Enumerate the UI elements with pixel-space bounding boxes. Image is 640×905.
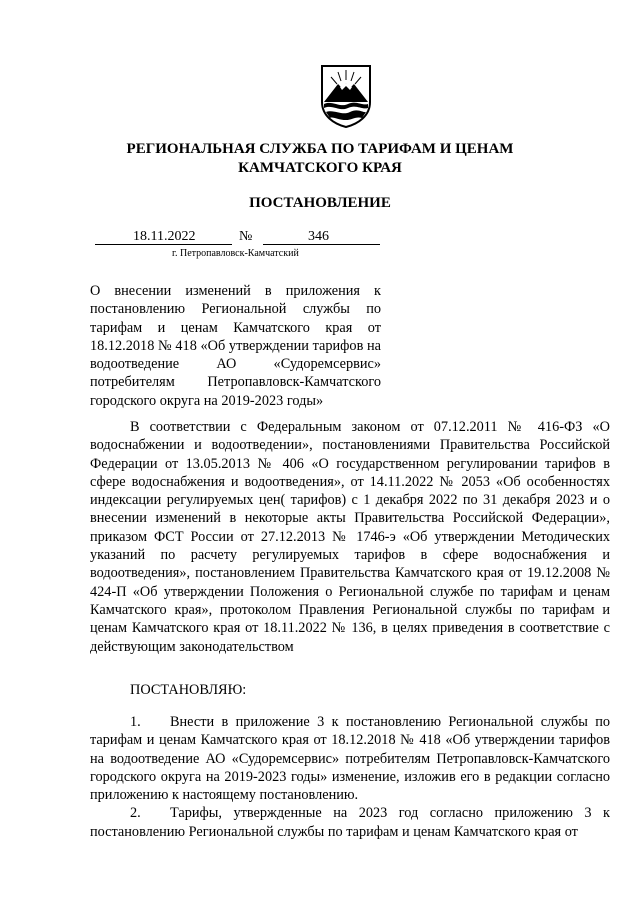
organization-name xyxy=(0,140,640,178)
document-type: ПОСТАНОВЛЕНИЕ xyxy=(249,195,391,211)
document-number: 346 xyxy=(308,229,329,244)
document-subject: О внесении изменений в приложения к постановлению Региональной службы по тарифам и ценам Камчатского края от 18.12.2018 № 418 «Об утверждении тарифов на водоотведение АО «Судоремсервис» потребителям Петропавловск-Камчатского городского округа на 2019-2023 годы» xyxy=(90,283,381,409)
item-number: 1. xyxy=(130,714,141,730)
item-number: 2. xyxy=(130,805,141,822)
resolve-section xyxy=(90,681,610,699)
preamble-section xyxy=(90,418,610,656)
resolution-items xyxy=(90,713,610,841)
kamchatka-emblem-icon xyxy=(318,62,374,128)
list-item xyxy=(90,713,610,804)
resolve-heading: ПОСТАНОВЛЯЮ: xyxy=(130,682,247,698)
item-text: Тарифы, утвержденные на 2023 год согласно приложению 3 к постановлению Региональной службы по тарифам и ценам Камчатского края от xyxy=(90,805,610,840)
list-item xyxy=(90,804,610,841)
document-date: 18.11.2022 xyxy=(133,229,196,244)
org-line-1: РЕГИОНАЛЬНАЯ СЛУЖБА ПО ТАРИФАМ И ЦЕНАМ xyxy=(126,141,514,157)
date-number-line xyxy=(95,229,380,245)
number-sign: № xyxy=(239,229,253,244)
item-text: Внести в приложение 3 к постановлению Региональной службы по тарифам и ценам Камчатского края от 18.12.2018 № 418 «Об утверждении тарифов на водоотведение АО «Судоремсервис» потребителям Петропавловск-Камчатского городского округа на 2019-2023 годы» изменение, изложив его в редакции согласно приложению к настоящему постановлению. xyxy=(90,714,610,804)
org-line-2: КАМЧАТСКОГО КРАЯ xyxy=(238,160,402,176)
document-city: г. Петропавловск-Камчатский xyxy=(172,248,299,259)
preamble-paragraph: В соответствии с Федеральным законом от 07.12.2011 № 416-ФЗ «О водоснабжении и водоотведении», постановлениями Правительства Российской Федерации от 13.05.2013 № 406 «О государственном регулировании тарифов в сфере водоснабжения и водоотведения», от 14.11.2022 № 2053 «Об особенностях индексации регулируемых цен( тарифов) с 1 декабря 2022 по 31 декабря 2023 и о внесении изменений в некоторые акты Правительства Российской Федерации», приказом ФСТ России от 27.12.2013 № 1746-э «Об утверждении Методических указаний по расчету регулируемых тарифов в сфере водоснабжения и водоотведения», постановлением Правительства Камчатского края от 19.12.2008 № 424-П «Об утверждении Положения о Региональной службе по тарифам и ценам Камчатского края», протоколом Правления Региональной службы по тарифам и ценам Камчатского края от 18.11.2022 № 136, в целях приведения в соответствие с действующим законодательством xyxy=(90,419,610,655)
